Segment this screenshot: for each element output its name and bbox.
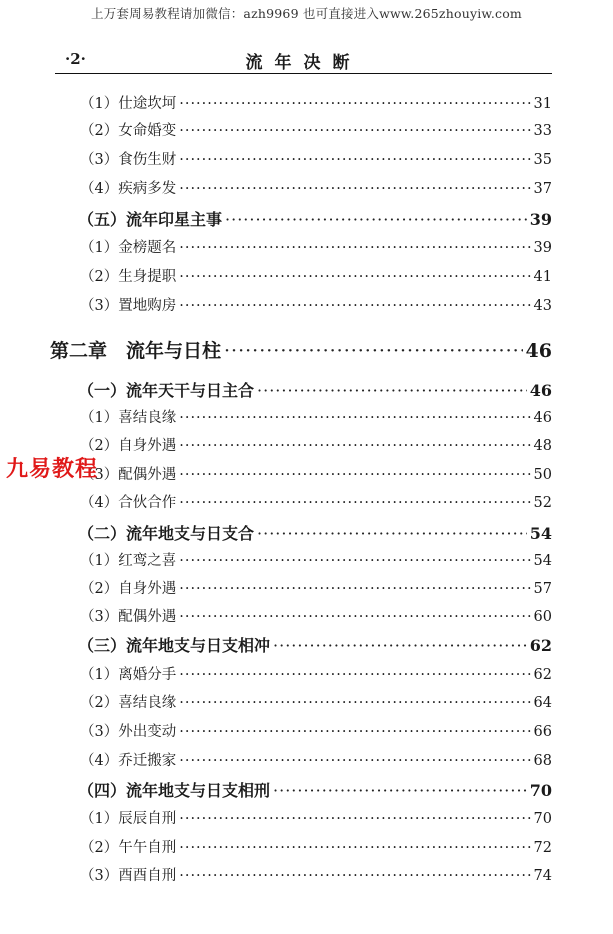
dot-leader bbox=[179, 495, 530, 511]
toc-entry-page: 72 bbox=[533, 840, 552, 856]
dot-leader bbox=[179, 667, 530, 683]
toc-entry-page: 33 bbox=[533, 123, 552, 139]
dot-leader bbox=[179, 467, 530, 483]
toc-entry-title: （2）喜结良缘 bbox=[80, 695, 177, 711]
dot-leader bbox=[179, 581, 530, 597]
dot-leader bbox=[179, 868, 530, 884]
toc-item bbox=[80, 491, 552, 512]
toc-item bbox=[80, 577, 552, 598]
toc-entry-title: （2）自身外遇 bbox=[80, 438, 177, 454]
toc-entry-title: （3）外出变动 bbox=[80, 724, 177, 740]
dot-leader bbox=[273, 636, 527, 655]
toc-item bbox=[80, 691, 552, 712]
dot-leader bbox=[179, 753, 530, 769]
toc-entry-page: 74 bbox=[533, 868, 552, 884]
dot-leader bbox=[179, 553, 530, 569]
dot-leader bbox=[179, 811, 530, 827]
toc-item bbox=[80, 864, 552, 885]
toc-entry-title: （1）喜结良缘 bbox=[80, 410, 177, 426]
toc-entry-page: 39 bbox=[529, 210, 552, 229]
toc-entry-title: （四）流年地支与日支相刑 bbox=[78, 781, 271, 800]
toc-item bbox=[80, 463, 552, 484]
toc-entry-title: （2）午午自刑 bbox=[80, 840, 177, 856]
toc-item bbox=[80, 836, 552, 857]
toc-section bbox=[78, 378, 552, 401]
page-number: ·2· bbox=[65, 50, 86, 68]
toc-entry-title: （1）仕途坎坷 bbox=[80, 96, 177, 112]
toc-entry-page: 70 bbox=[529, 781, 552, 800]
dot-leader bbox=[224, 340, 523, 362]
toc-entry-title: （三）流年地支与日支相冲 bbox=[78, 636, 271, 655]
toc-entry-page: 68 bbox=[533, 753, 552, 769]
dot-leader bbox=[179, 609, 530, 625]
toc-entry-title: （一）流年天干与日主合 bbox=[78, 381, 255, 400]
toc-entry-title: （3）置地购房 bbox=[80, 298, 177, 314]
toc-item bbox=[80, 294, 552, 315]
toc-item bbox=[80, 749, 552, 770]
header-rule bbox=[55, 73, 552, 74]
toc-chapter bbox=[50, 336, 552, 363]
dot-leader bbox=[179, 695, 530, 711]
toc-item bbox=[80, 720, 552, 741]
toc-entry-title: （2）女命婚变 bbox=[80, 123, 177, 139]
toc-item bbox=[80, 434, 552, 455]
toc-entry-page: 50 bbox=[533, 467, 552, 483]
toc-entry-title: （3）配偶外遇 bbox=[80, 467, 177, 483]
toc-entry-page: 35 bbox=[533, 152, 552, 168]
toc-entry-title: （4）合伙合作 bbox=[80, 495, 177, 511]
toc-entry-title: （4）乔迁搬家 bbox=[80, 753, 177, 769]
toc-entry-title: （4）疾病多发 bbox=[80, 181, 177, 197]
toc-entry-title: （1）金榜题名 bbox=[80, 240, 177, 256]
toc-item bbox=[80, 148, 552, 169]
toc-section bbox=[78, 521, 552, 544]
watermark-logo: 九易教程 bbox=[6, 457, 99, 482]
dot-leader bbox=[179, 269, 530, 285]
toc-entry-page: 37 bbox=[533, 181, 552, 197]
toc-item bbox=[80, 406, 552, 427]
toc-entry-page: 46 bbox=[525, 340, 552, 362]
dot-leader bbox=[179, 298, 530, 314]
toc-item bbox=[80, 119, 552, 140]
dot-leader bbox=[257, 381, 527, 400]
watermark-banner: 上万套周易教程请加微信：azh9969 也可直接进入www.265zhouyiw.com bbox=[91, 6, 522, 21]
dot-leader bbox=[257, 524, 527, 543]
dot-leader bbox=[179, 96, 530, 112]
toc-entry-page: 46 bbox=[533, 410, 552, 426]
toc-entry-page: 39 bbox=[533, 240, 552, 256]
toc-entry-title: （五）流年印星主事 bbox=[78, 210, 223, 229]
toc-entry-page: 54 bbox=[529, 524, 552, 543]
toc-entry-title: （1）辰辰自刑 bbox=[80, 811, 177, 827]
dot-leader bbox=[179, 840, 530, 856]
dot-leader bbox=[179, 410, 530, 426]
dot-leader bbox=[179, 181, 530, 197]
toc-item bbox=[80, 605, 552, 626]
toc-entry-page: 62 bbox=[529, 636, 552, 655]
toc-item bbox=[80, 92, 552, 113]
toc-section bbox=[78, 778, 552, 801]
toc-section bbox=[78, 633, 552, 656]
toc-entry-page: 52 bbox=[533, 495, 552, 511]
dot-leader bbox=[179, 438, 530, 454]
toc-entry-page: 41 bbox=[533, 269, 552, 285]
dot-leader bbox=[179, 152, 530, 168]
toc-entry-page: 31 bbox=[533, 96, 552, 112]
toc-entry-title: （二）流年地支与日支合 bbox=[78, 524, 255, 543]
toc-entry-title: （3）酉酉自刑 bbox=[80, 868, 177, 884]
dot-leader bbox=[179, 240, 530, 256]
toc-entry-page: 54 bbox=[533, 553, 552, 569]
toc-entry-title: （2）生身提职 bbox=[80, 269, 177, 285]
book-title: 流年决断 bbox=[245, 53, 362, 73]
page-header bbox=[55, 48, 552, 74]
toc-item bbox=[80, 663, 552, 684]
toc-entry-title: （3）食伤生财 bbox=[80, 152, 177, 168]
toc-entry-page: 62 bbox=[533, 667, 552, 683]
toc-entry-title: （1）红鸾之喜 bbox=[80, 553, 177, 569]
toc-entry-title: （3）配偶外遇 bbox=[80, 609, 177, 625]
toc-item bbox=[80, 236, 552, 257]
toc-section bbox=[78, 207, 552, 230]
toc-entry-page: 66 bbox=[533, 724, 552, 740]
toc-item bbox=[80, 807, 552, 828]
toc-item bbox=[80, 549, 552, 570]
toc-entry-page: 60 bbox=[533, 609, 552, 625]
toc-entry-title: 第二章 流年与日柱 bbox=[50, 340, 222, 362]
toc-item bbox=[80, 177, 552, 198]
toc-entry-page: 46 bbox=[529, 381, 552, 400]
dot-leader bbox=[273, 781, 527, 800]
toc-entry-page: 48 bbox=[533, 438, 552, 454]
toc-entry-title: （1）离婚分手 bbox=[80, 667, 177, 683]
dot-leader bbox=[179, 123, 530, 139]
dot-leader bbox=[179, 724, 530, 740]
toc-entry-page: 70 bbox=[533, 811, 552, 827]
toc-entry-page: 57 bbox=[533, 581, 552, 597]
toc-item bbox=[80, 265, 552, 286]
toc-entry-title: （2）自身外遇 bbox=[80, 581, 177, 597]
dot-leader bbox=[225, 210, 527, 229]
toc-entry-page: 64 bbox=[533, 695, 552, 711]
toc-entry-page: 43 bbox=[533, 298, 552, 314]
